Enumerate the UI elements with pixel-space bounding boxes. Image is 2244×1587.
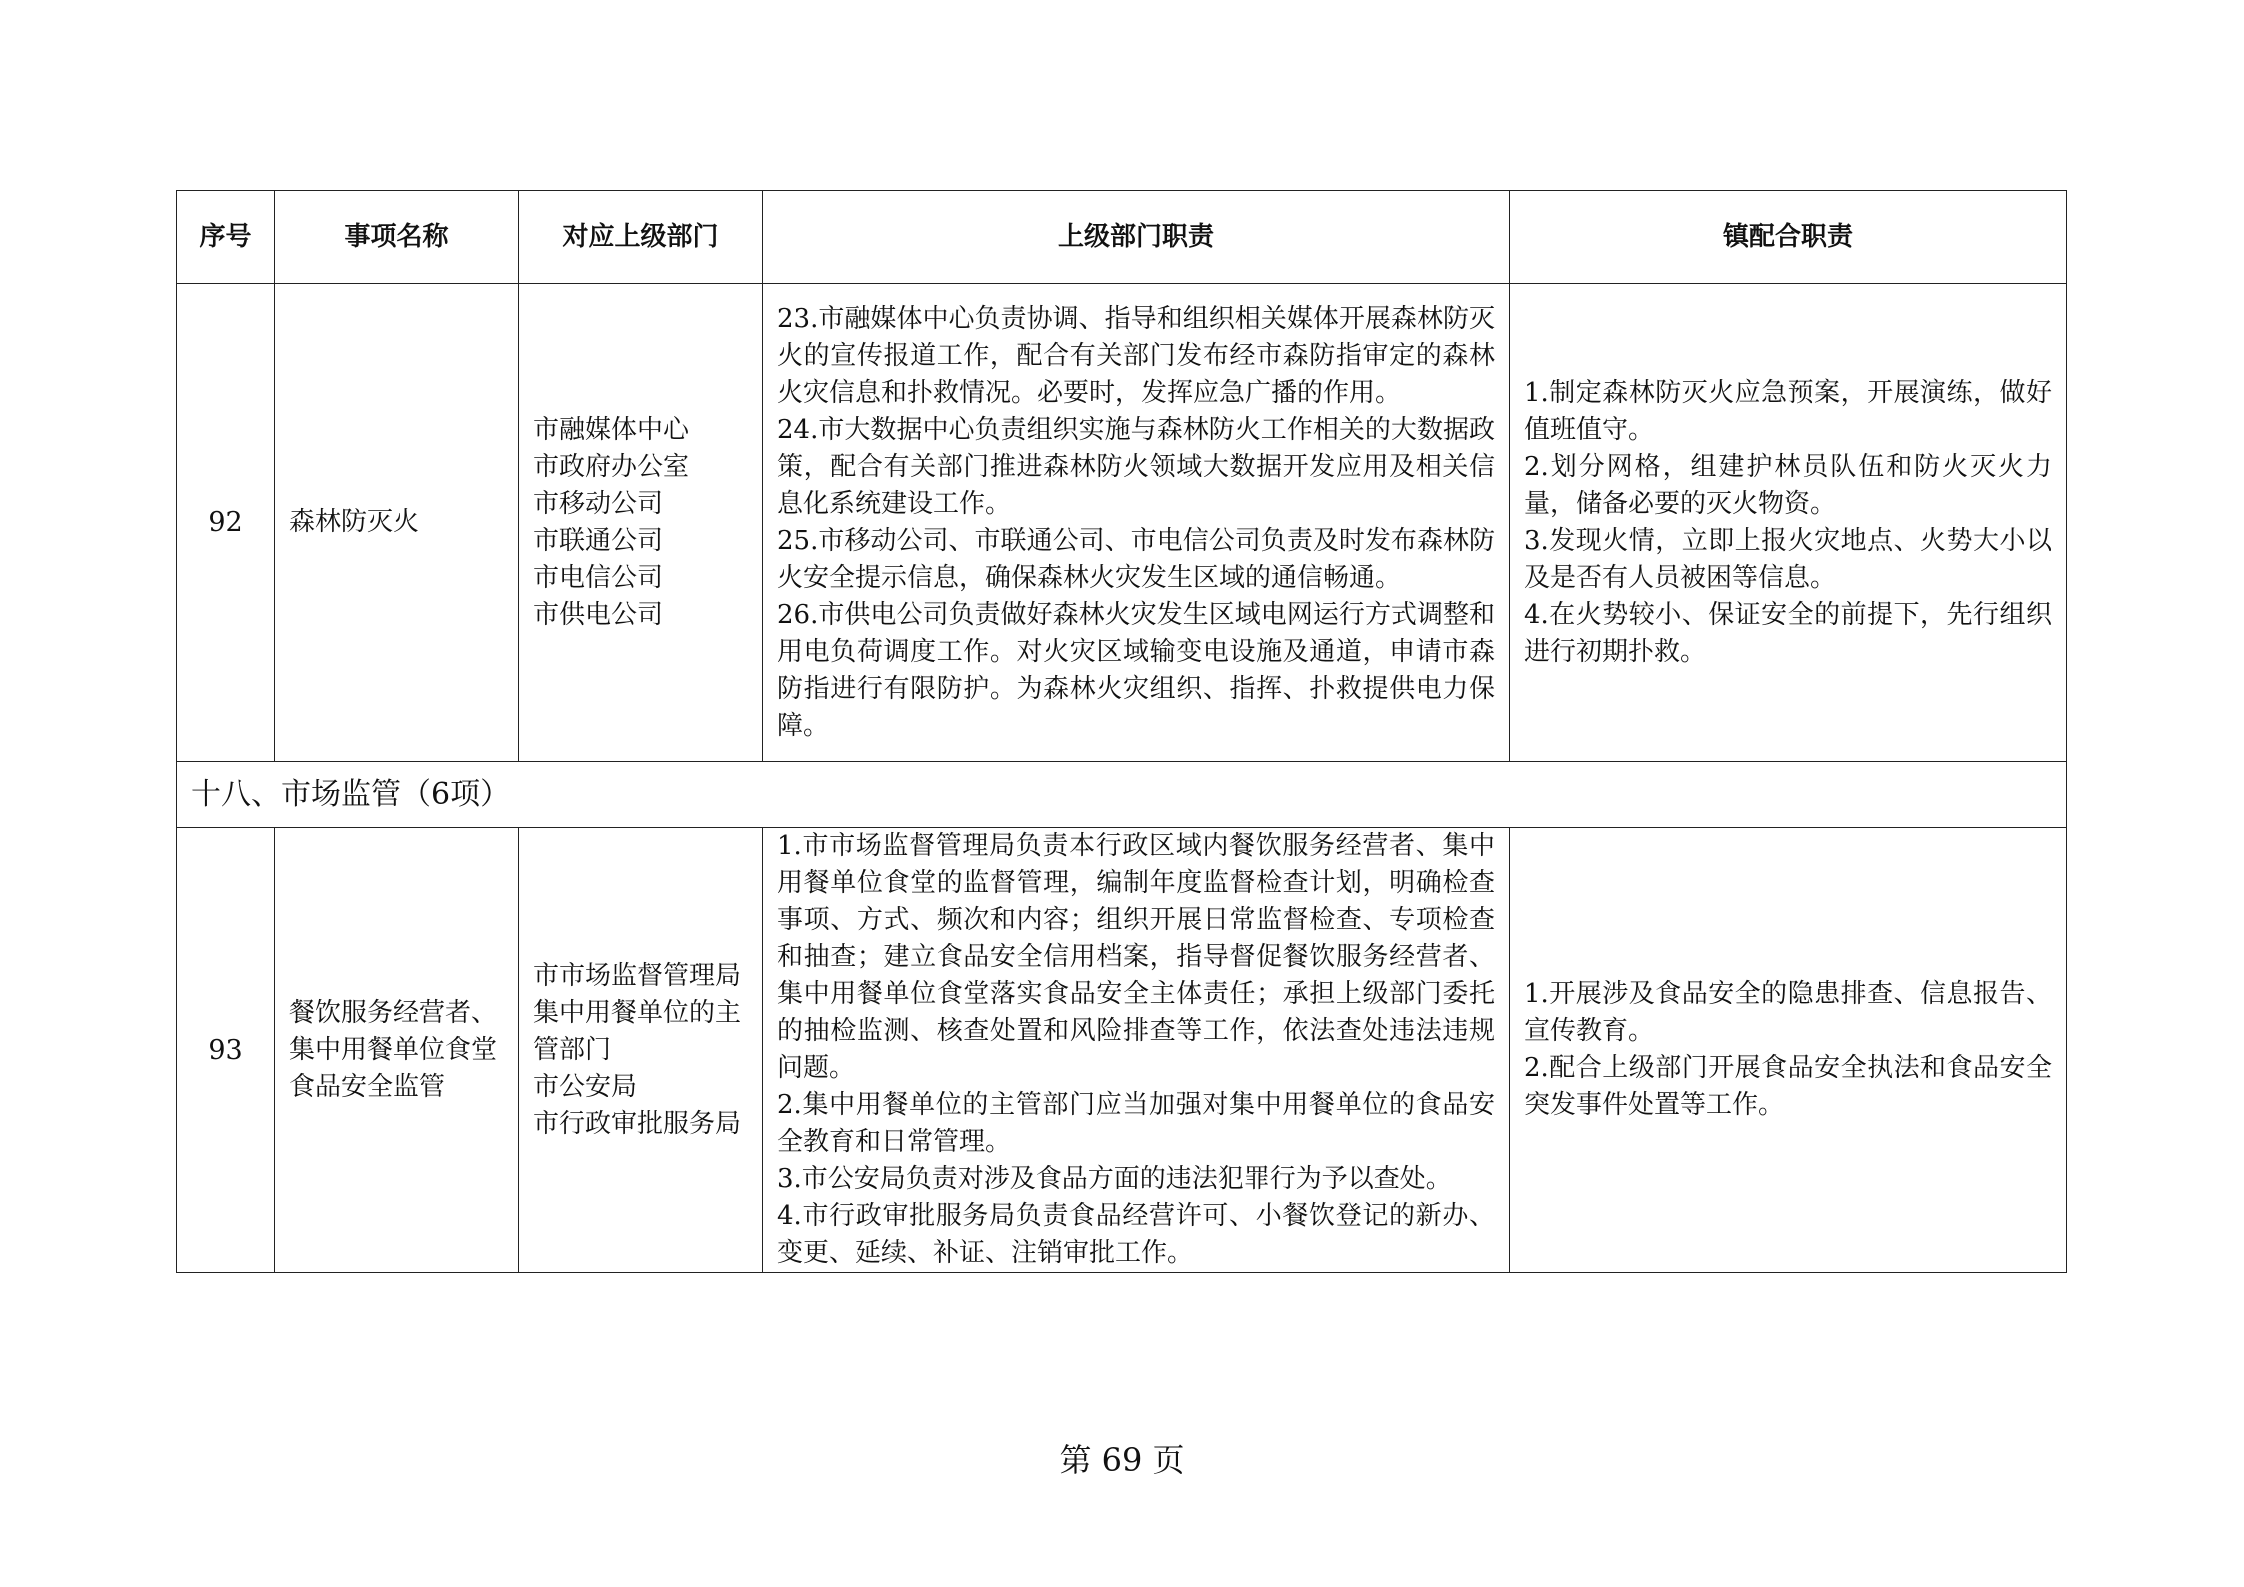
duty-item: 23.市融媒体中心负责协调、指导和组织相关媒体开展森林防灭火的宣传报道工作，配合有关部门发布经市森防指审定的森林火灾信息和扑救情况。必要时，发挥应急广播的作用。 <box>777 303 1495 408</box>
duty-item: 1.开展涉及食品安全的隐患排查、信息报告、宣传教育。 <box>1524 979 2052 1046</box>
table-row <box>177 828 2067 1273</box>
dept-name: 市公安局 <box>533 1071 638 1102</box>
duty-table <box>176 190 2067 1273</box>
dept-name: 市市场监督管理局 <box>533 960 742 991</box>
row-upper-dept <box>519 284 763 762</box>
duty-item: 1.制定森林防灭火应急预案，开展演练，做好值班值守。 <box>1524 377 2052 445</box>
dept-name: 市移动公司 <box>533 488 664 519</box>
dept-name: 集中用餐单位的主管部门 <box>533 997 742 1065</box>
duty-item: 3.市公安局负责对涉及食品方面的违法犯罪行为予以查处。 <box>777 1164 1452 1194</box>
table-header-row <box>177 191 2067 284</box>
section-row <box>177 762 2067 828</box>
header-upper-duty: 上级部门职责 <box>763 191 1510 284</box>
duty-item: 25.市移动公司、市联通公司、市电信公司负责及时发布森林防火安全提示信息，确保森林火灾发生区域的通信畅通。 <box>777 525 1495 593</box>
dept-name: 市供电公司 <box>533 599 664 630</box>
row-upper-duty <box>763 284 1510 762</box>
header-town-duty: 镇配合职责 <box>1510 191 2067 284</box>
row-upper-duty <box>763 828 1510 1273</box>
duty-item: 2.配合上级部门开展食品安全执法和食品安全突发事件处置等工作。 <box>1524 1053 2052 1120</box>
row-serial: 93 <box>177 828 275 1273</box>
section-title: 十八、市场监管（6项） <box>177 762 2067 828</box>
header-upper-dept: 对应上级部门 <box>519 191 763 284</box>
duty-item: 4.市行政审批服务局负责食品经营许可、小餐饮登记的新办、变更、延续、补证、注销审批工作。 <box>777 1201 1495 1268</box>
duty-item: 2.集中用餐单位的主管部门应当加强对集中用餐单位的食品安全教育和日常管理。 <box>777 1090 1495 1157</box>
dept-name: 市电信公司 <box>533 562 664 593</box>
row-item-name: 餐饮服务经营者、集中用餐单位食堂食品安全监管 <box>275 828 519 1273</box>
duty-item: 4.在火势较小、保证安全的前提下，先行组织进行初期扑救。 <box>1524 599 2052 667</box>
page-number: 第 69 页 <box>1059 1441 1185 1479</box>
dept-name: 市政府办公室 <box>533 451 690 482</box>
dept-name: 市行政审批服务局 <box>533 1108 742 1139</box>
duty-item: 3.发现火情，立即上报火灾地点、火势大小以及是否有人员被困等信息。 <box>1524 525 2052 593</box>
row-town-duty <box>1510 284 2067 762</box>
row-town-duty <box>1510 828 2067 1273</box>
header-serial: 序号 <box>177 191 275 284</box>
row-serial: 92 <box>177 284 275 762</box>
duty-item: 2.划分网格，组建护林员队伍和防火灭火力量，储备必要的灭火物资。 <box>1524 451 2052 519</box>
duty-item: 26.市供电公司负责做好森林火灾发生区域电网运行方式调整和用电负荷调度工作。对火灾区域输变电设施及通道，申请市森防指进行有限防护。为森林火灾组织、指挥、扑救提供电力保障。 <box>777 599 1495 741</box>
duty-item: 24.市大数据中心负责组织实施与森林防火工作相关的大数据政策，配合有关部门推进森林防火领域大数据开发应用及相关信息化系统建设工作。 <box>777 414 1495 519</box>
dept-name: 市联通公司 <box>533 525 664 556</box>
dept-name: 市融媒体中心 <box>533 414 690 445</box>
row-upper-dept <box>519 828 763 1273</box>
header-item-name: 事项名称 <box>275 191 519 284</box>
duty-item: 1.市市场监督管理局负责本行政区域内餐饮服务经营者、集中用餐单位食堂的监督管理，编制年度监督检查计划，明确检查事项、方式、频次和内容；组织开展日常监督检查、专项检查和抽查；建立食品安全信用档案，指导督促餐饮服务经营者、集中用餐单位食堂落实食品安全主体责任；承担上级部门委托的抽检监测、核查处置和风险排查等工作，依法查处违法违规问题。 <box>777 831 1495 1083</box>
row-item-name: 森林防灭火 <box>275 284 519 762</box>
table-row <box>177 284 2067 762</box>
